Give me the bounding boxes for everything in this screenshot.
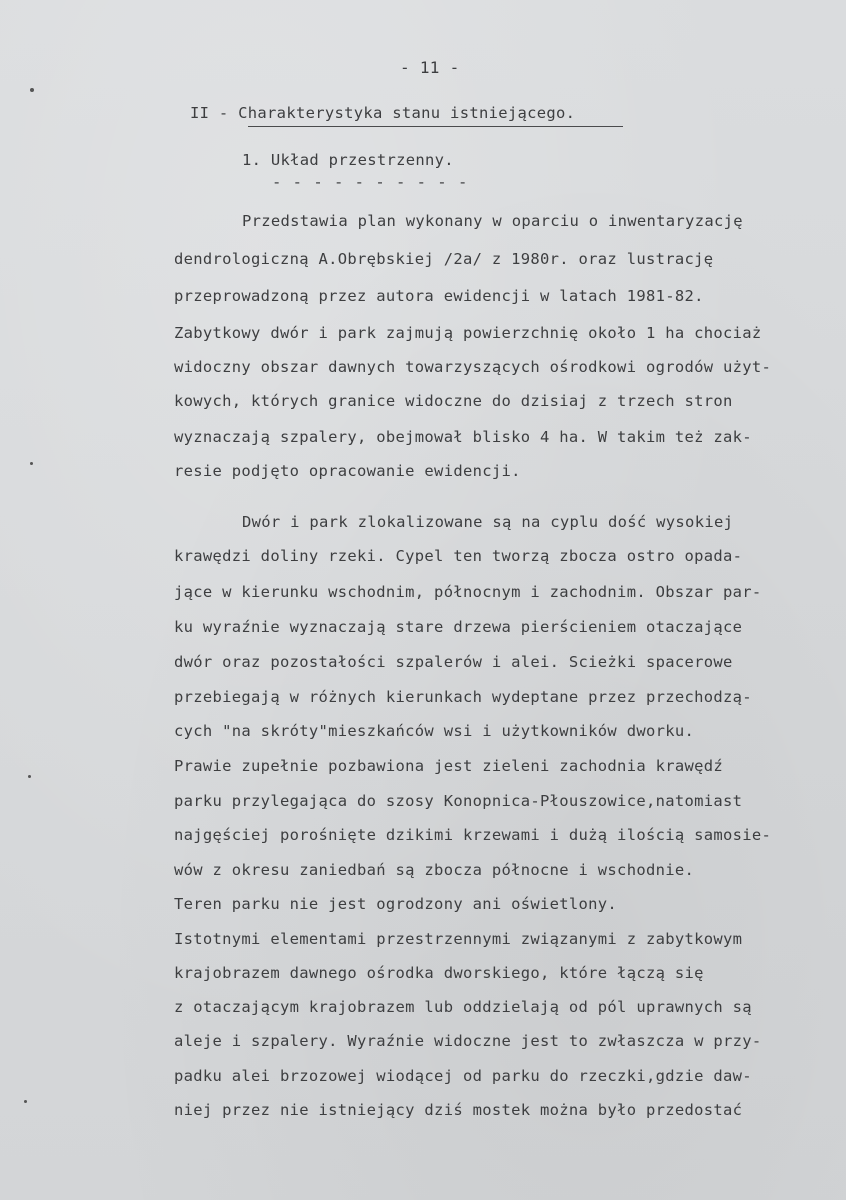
text-line: wów z okresu zaniedbań są zbocza północne i wschodnie. xyxy=(174,861,695,879)
text-line: aleje i szpalery. Wyraźnie widoczne jest to zwłaszcza w przy- xyxy=(174,1032,762,1050)
text-line: Istotnymi elementami przestrzennymi związanymi z zabytkowym xyxy=(174,930,743,948)
subsection-underline-dashes: - - - - - - - - - - xyxy=(272,173,469,191)
page-number: - 11 - xyxy=(400,58,460,77)
text-line: przebiegają w różnych kierunkach wydeptane przez przechodzą- xyxy=(174,688,752,706)
text-line: jące w kierunku wschodnim, północnym i zachodnim. Obszar par- xyxy=(174,583,762,601)
text-line: najgęściej porośnięte dzikimi krzewami i dużą ilością samosie- xyxy=(174,826,772,844)
text-line: krajobrazem dawnego ośrodka dworskiego, które łączą się xyxy=(174,964,704,982)
margin-mark-icon xyxy=(28,775,31,778)
section-title-underline xyxy=(248,126,623,127)
text-line: przeprowadzoną przez autora ewidencji w latach 1981-82. xyxy=(174,287,704,305)
text-line: Dwór i park zlokalizowane są na cyplu dość wysokiej xyxy=(242,513,734,531)
text-line: Zabytkowy dwór i park zajmują powierzchnię około 1 ha chociaż xyxy=(174,324,762,342)
text-line: dendrologiczną A.Obrębskiej /2a/ z 1980r. oraz lustrację xyxy=(174,250,714,268)
text-line: wyznaczają szpalery, obejmował blisko 4 ha. W takim też zak- xyxy=(174,428,752,446)
text-line: ku wyraźnie wyznaczają stare drzewa pierścieniem otaczające xyxy=(174,618,743,636)
margin-mark-icon xyxy=(30,88,34,92)
text-line: krawędzi doliny rzeki. Cypel ten tworzą zbocza ostro opada- xyxy=(174,547,743,565)
text-line: Przedstawia plan wykonany w oparciu o inwentaryzację xyxy=(242,212,743,230)
text-line: Prawie zupełnie pozbawiona jest zieleni zachodnia krawędź xyxy=(174,757,724,775)
text-line: parku przylegająca do szosy Konopnica-Płouszowice,natomiast xyxy=(174,792,743,810)
text-line: niej przez nie istniejący dziś mostek można było przedostać xyxy=(174,1101,743,1119)
text-line: kowych, których granice widoczne do dzisiaj z trzech stron xyxy=(174,392,733,410)
margin-mark-icon xyxy=(24,1100,27,1103)
text-line: z otaczającym krajobrazem lub oddzielają od pól uprawnych są xyxy=(174,998,752,1016)
text-line: cych "na skróty"mieszkańców wsi i użytkowników dworku. xyxy=(174,722,695,740)
text-line: dwór oraz pozostałości szpalerów i alei. Scieżki spacerowe xyxy=(174,653,733,671)
section-title: II - Charakterystyka stanu istniejącego. xyxy=(190,104,576,122)
text-line: padku alei brzozowej wiodącej od parku do rzeczki,gdzie daw- xyxy=(174,1067,752,1085)
subsection-title: 1. Układ przestrzenny. xyxy=(242,151,454,169)
margin-mark-icon xyxy=(30,462,33,465)
text-line: Teren parku nie jest ogrodzony ani oświetlony. xyxy=(174,895,618,913)
text-line: resie podjęto opracowanie ewidencji. xyxy=(174,462,521,480)
text-line: widoczny obszar dawnych towarzyszących ośrodkowi ogrodów użyt- xyxy=(174,358,772,376)
